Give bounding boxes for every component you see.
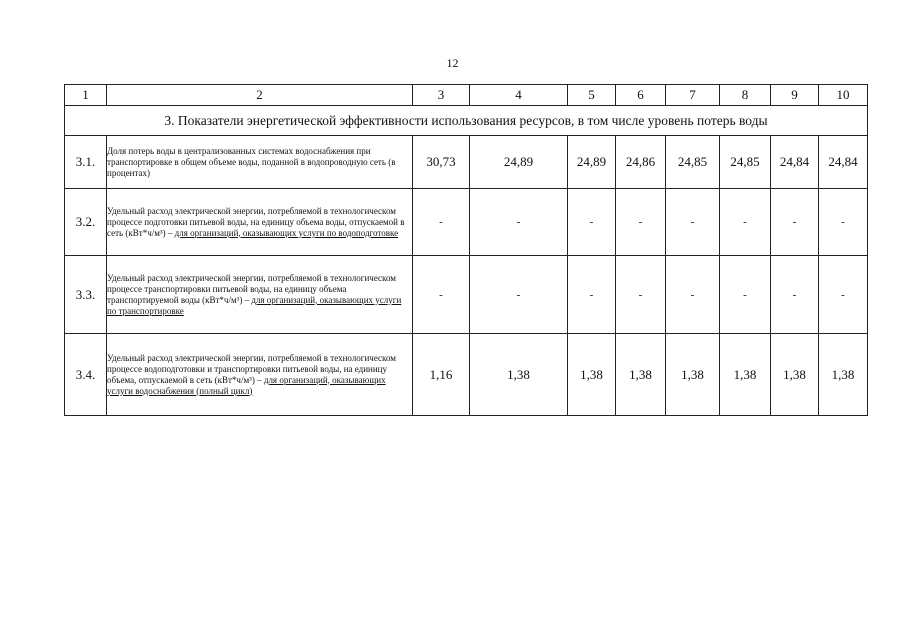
row-description [107, 189, 413, 256]
value-cell: 1,38 [666, 334, 720, 416]
value-cell: - [616, 189, 666, 256]
column-header: 5 [568, 85, 616, 106]
value-cell: - [470, 189, 568, 256]
page-number: 12 [446, 56, 459, 70]
value-cell: 30,73 [413, 136, 470, 189]
row-number: 3.1. [65, 136, 107, 189]
value-cell: 1,38 [819, 334, 868, 416]
value-cell: 24,89 [470, 136, 568, 189]
value-cell: - [666, 256, 720, 334]
value-cell: 1,16 [413, 334, 470, 416]
description-underlined: для организаций, оказывающих услуги по водоподготовке [174, 227, 399, 238]
description-text: Удельный расход электрической энергии, потребляемой в технологическом процессе подготовки питьевой воды, на единицу объема воды, отпускаемой в сеть (кВт*ч/м³) – [107, 205, 405, 238]
value-cell: - [413, 256, 470, 334]
value-cell: - [720, 189, 771, 256]
table-row [65, 189, 868, 256]
value-cell: 1,38 [470, 334, 568, 416]
column-header: 2 [107, 85, 413, 106]
table-row [65, 256, 868, 334]
row-number: 3.3. [65, 256, 107, 334]
value-cell: - [819, 189, 868, 256]
row-description [107, 136, 413, 189]
value-cell: - [568, 189, 616, 256]
value-cell: - [720, 256, 771, 334]
column-header: 3 [413, 85, 470, 106]
value-cell: 1,38 [616, 334, 666, 416]
column-header: 8 [720, 85, 771, 106]
column-header: 6 [616, 85, 666, 106]
description-text: Удельный расход электрической энергии, потребляемой в технологическом процессе водоподготовки и транспортировки питьевой воды, на единицу объема, отпускаемой в сеть (кВт*ч/м³) – [107, 352, 396, 385]
value-cell: 24,85 [666, 136, 720, 189]
column-header: 10 [819, 85, 868, 106]
indicators-table [64, 84, 868, 416]
description-underlined: для организаций, оказывающих услуги водоснабжения (полный цикл) [107, 374, 386, 396]
section-title: 3. Показатели энергетической эффективности использования ресурсов, в том числе уровень потерь воды [65, 106, 868, 136]
value-cell: - [771, 256, 819, 334]
description-underlined: для организаций, оказывающих услуги по транспортировке [107, 294, 402, 316]
row-description [107, 334, 413, 416]
value-cell: - [568, 256, 616, 334]
value-cell: - [470, 256, 568, 334]
description-text: Удельный расход электрической энергии, потребляемой в технологическом процессе транспортировки питьевой воды, на единицу объема транспортируемой воды (кВт*ч/м³) – [107, 272, 396, 305]
value-cell: - [413, 189, 470, 256]
row-number: 3.2. [65, 189, 107, 256]
column-header: 1 [65, 85, 107, 106]
row-description [107, 256, 413, 334]
description-text: Доля потерь воды в централизованных системах водоснабжения при транспортировке в общем объеме воды, поданной в водопроводную сеть (в процентах) [107, 145, 396, 178]
table-row [65, 136, 868, 189]
value-cell: 24,84 [819, 136, 868, 189]
value-cell: 1,38 [771, 334, 819, 416]
value-cell: - [819, 256, 868, 334]
value-cell: 1,38 [720, 334, 771, 416]
value-cell: 24,89 [568, 136, 616, 189]
value-cell: - [666, 189, 720, 256]
table-row [65, 334, 868, 416]
value-cell: 1,38 [568, 334, 616, 416]
value-cell: 24,84 [771, 136, 819, 189]
value-cell: 24,86 [616, 136, 666, 189]
section-title-row [65, 106, 868, 136]
value-cell: - [616, 256, 666, 334]
column-header: 7 [666, 85, 720, 106]
column-header: 4 [470, 85, 568, 106]
row-number: 3.4. [65, 334, 107, 416]
column-header-row [65, 85, 868, 106]
value-cell: - [771, 189, 819, 256]
column-header: 9 [771, 85, 819, 106]
value-cell: 24,85 [720, 136, 771, 189]
